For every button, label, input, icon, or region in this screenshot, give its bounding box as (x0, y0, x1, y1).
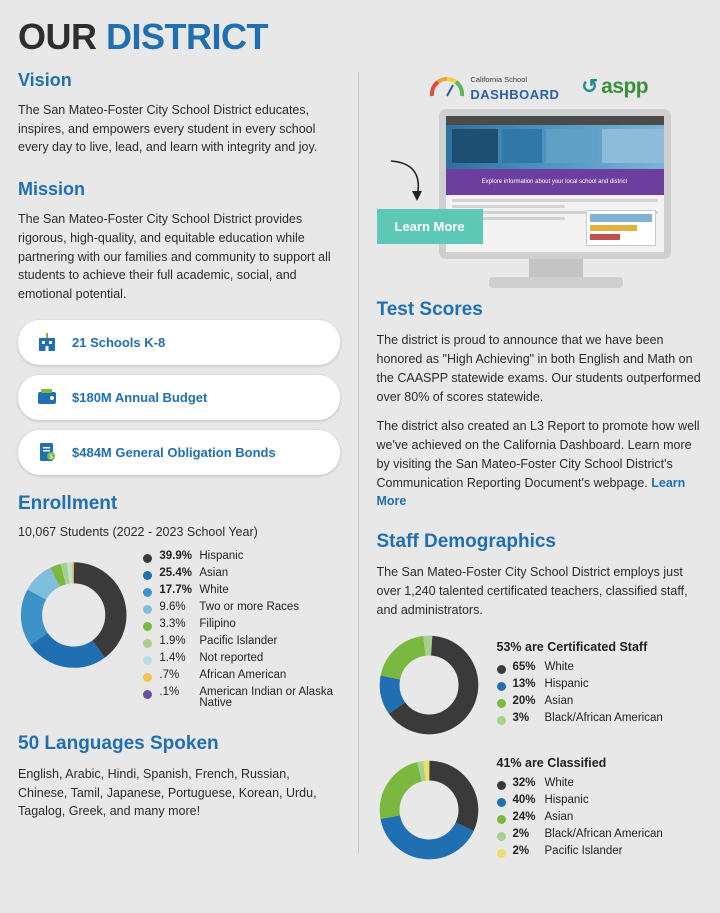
classified-staff-chart (377, 757, 703, 863)
legend-item (143, 602, 339, 614)
legend-label: White (199, 583, 229, 596)
page-title-part2: DISTRICT (106, 16, 268, 57)
languages-text: English, Arabic, Hindi, Spanish, French, Russian, Chinese, Tamil, Japanese, Portuguese, Korean, Urdu, Tagalog, Greek, and many more! (18, 766, 317, 819)
wallet-icon (34, 384, 60, 410)
learn-more-button[interactable]: Learn More (377, 209, 483, 244)
legend-value: 13% (512, 677, 536, 690)
legend-value: 1.9% (159, 634, 186, 647)
mission-heading: Mission (18, 179, 86, 200)
legend-swatch (143, 554, 152, 563)
legend-swatch (497, 699, 506, 708)
vision-heading: Vision (18, 69, 72, 90)
test-scores-paragraph-2-text: The district also created an L3 Report to promote how well we've achieved on the California Dashboard. Learn more by visiting the San Mateo-Foster City School District's Communication Reporting Document's webpage. (376, 419, 700, 490)
enrollment-note: 10,067 Students (2022 - 2023 School Year) (18, 524, 258, 539)
legend-label: American Indian or Alaska Native (199, 685, 333, 710)
legend-value: 2% (512, 844, 530, 857)
stat-pill-schools-label: 21 Schools K-8 (72, 334, 166, 350)
document-money-icon (34, 439, 60, 465)
staff-demographics-intro: The San Mateo-Foster City School District employs just over 1,240 talented certificated teachers, classified staff, and administrators. (376, 565, 688, 617)
legend-item (497, 846, 663, 858)
monitor-banner (446, 169, 664, 195)
legend-item (497, 662, 663, 674)
monitor-top-bar (446, 116, 664, 125)
right-column (359, 70, 703, 863)
legend-item (497, 679, 663, 691)
vision-text: The San Mateo-Foster City School District educates, inspires, and empowers every student in every school every day to live, lead, and learn with integrity and joy. (18, 102, 318, 155)
legend-value: 24% (512, 810, 536, 823)
certificated-staff-donut (377, 633, 481, 737)
staff-demographics-heading: Staff Demographics (376, 531, 556, 553)
legend-value: .7% (159, 668, 180, 681)
test-scores-learn-more-link[interactable]: Learn More (376, 475, 686, 509)
legend-value: 17.7% (159, 583, 192, 596)
page-title-part1: OUR (18, 16, 106, 57)
caaspp-wordmark: aspp (601, 74, 649, 98)
legend-label: Two or more Races (199, 600, 300, 613)
monitor-banner-text: Explore information about your local school and district (481, 179, 628, 186)
legend-label: Hispanic (544, 793, 589, 806)
legend-label: Filipino (199, 617, 236, 630)
legend-item (497, 696, 663, 708)
legend-label: White (544, 776, 574, 789)
certificated-staff-title: 53% are Certificated Staff (496, 640, 648, 655)
legend-item (143, 551, 339, 563)
certificated-staff-chart (377, 633, 703, 737)
legend-item (497, 795, 663, 807)
monitor-base (489, 277, 623, 288)
stat-pill-bonds-label: $484M General Obligation Bonds (72, 444, 276, 460)
legend-label: Asian (544, 694, 574, 707)
stat-pill-budget[interactable] (18, 375, 340, 420)
dashboard-wordmark (470, 70, 559, 104)
certificated-staff-legend (497, 641, 663, 730)
legend-label: African American (199, 668, 287, 681)
dashboard-wordmark-big: DASHBOARD (470, 86, 560, 102)
legend-swatch (497, 798, 506, 807)
enrollment-heading: Enrollment (18, 492, 118, 514)
legend-item (143, 585, 339, 597)
california-school-dashboard-logo (430, 70, 559, 104)
legend-value: 9.6% (159, 600, 186, 613)
legend-value: .1% (159, 685, 180, 698)
legend-swatch (497, 832, 506, 841)
legend-label: Black/African American (544, 711, 663, 724)
legend-label: Hispanic (544, 677, 589, 690)
monitor-mini-card (586, 210, 656, 246)
svg-text:$: $ (49, 454, 53, 461)
legend-label: Black/African American (544, 827, 663, 840)
legend-label: White (544, 660, 574, 673)
caaspp-swirl-icon: ↺ (581, 76, 599, 99)
legend-label: Hispanic (199, 549, 244, 562)
mission-text: The San Mateo-Foster City School District provides rigorous, high-quality, and equitable education while partnering with our families and community to support all students to achieve their full academic, social, and emotional potential. (18, 212, 331, 302)
enrollment-legend (143, 551, 339, 715)
enrollment-chart (18, 551, 340, 715)
languages-heading: 50 Languages Spoken (18, 732, 219, 754)
page-title (18, 18, 702, 56)
legend-value: 2% (512, 827, 530, 840)
legend-value: 39.9% (159, 549, 192, 562)
legend-value: 3% (512, 711, 530, 724)
legend-swatch (497, 815, 506, 824)
legend-item (497, 778, 663, 790)
legend-item (143, 636, 339, 648)
left-column (18, 70, 358, 863)
legend-item (143, 687, 339, 710)
legend-value: 1.4% (159, 651, 186, 664)
legend-value: 25.4% (159, 566, 192, 579)
legend-swatch (497, 682, 506, 691)
monitor-neck (529, 259, 583, 277)
legend-item (497, 812, 663, 824)
stat-pill-bonds[interactable] (18, 430, 340, 475)
legend-value: 20% (512, 694, 536, 707)
legend-swatch (143, 605, 152, 614)
stat-pill-schools[interactable] (18, 320, 340, 365)
legend-label: Pacific Islander (544, 844, 623, 857)
dashboard-wordmark-small: California School (470, 74, 528, 84)
legend-swatch (143, 690, 152, 699)
legend-swatch (143, 673, 152, 682)
legend-swatch (497, 716, 506, 725)
legend-swatch (143, 571, 152, 580)
dashboard-monitor-graphic (377, 109, 703, 289)
curved-arrow-icon (387, 157, 437, 207)
legend-swatch (143, 622, 152, 631)
legend-value: 40% (512, 793, 536, 806)
legend-swatch (497, 781, 506, 790)
classified-staff-donut (377, 758, 481, 862)
classified-staff-title: 41% are Classified (496, 756, 607, 771)
legend-item (143, 619, 339, 631)
legend-swatch (143, 656, 152, 665)
enrollment-donut (18, 551, 129, 679)
test-scores-paragraph-1: The district is proud to announce that we have been honored as "High Achieving" in both English and Math on the CAASPP statewide exams. Our students outperformed over 80% of scores statewide. (376, 333, 701, 404)
legend-swatch (143, 639, 152, 648)
logo-row (377, 70, 703, 104)
legend-label: Asian (544, 810, 574, 823)
test-scores-paragraph-2 (377, 417, 703, 511)
gauge-icon (430, 76, 464, 98)
legend-item (497, 713, 663, 725)
legend-label: Pacific Islander (199, 634, 278, 647)
legend-value: 32% (512, 776, 536, 789)
school-building-icon (34, 329, 60, 355)
classified-staff-legend (497, 757, 663, 863)
legend-label: Asian (199, 566, 229, 579)
legend-swatch (497, 849, 506, 858)
legend-item (143, 568, 339, 580)
stat-pill-budget-label: $180M Annual Budget (72, 389, 208, 405)
legend-item (497, 829, 663, 841)
legend-value: 65% (512, 660, 536, 673)
legend-swatch (143, 588, 152, 597)
test-scores-heading: Test Scores (376, 299, 483, 321)
legend-item (143, 670, 339, 682)
caaspp-logo (581, 74, 648, 99)
legend-value: 3.3% (159, 617, 186, 630)
legend-swatch (497, 665, 506, 674)
legend-label: Not reported (199, 651, 264, 664)
content-columns (18, 70, 702, 863)
monitor-hero-image (446, 125, 664, 169)
legend-item (143, 653, 339, 665)
